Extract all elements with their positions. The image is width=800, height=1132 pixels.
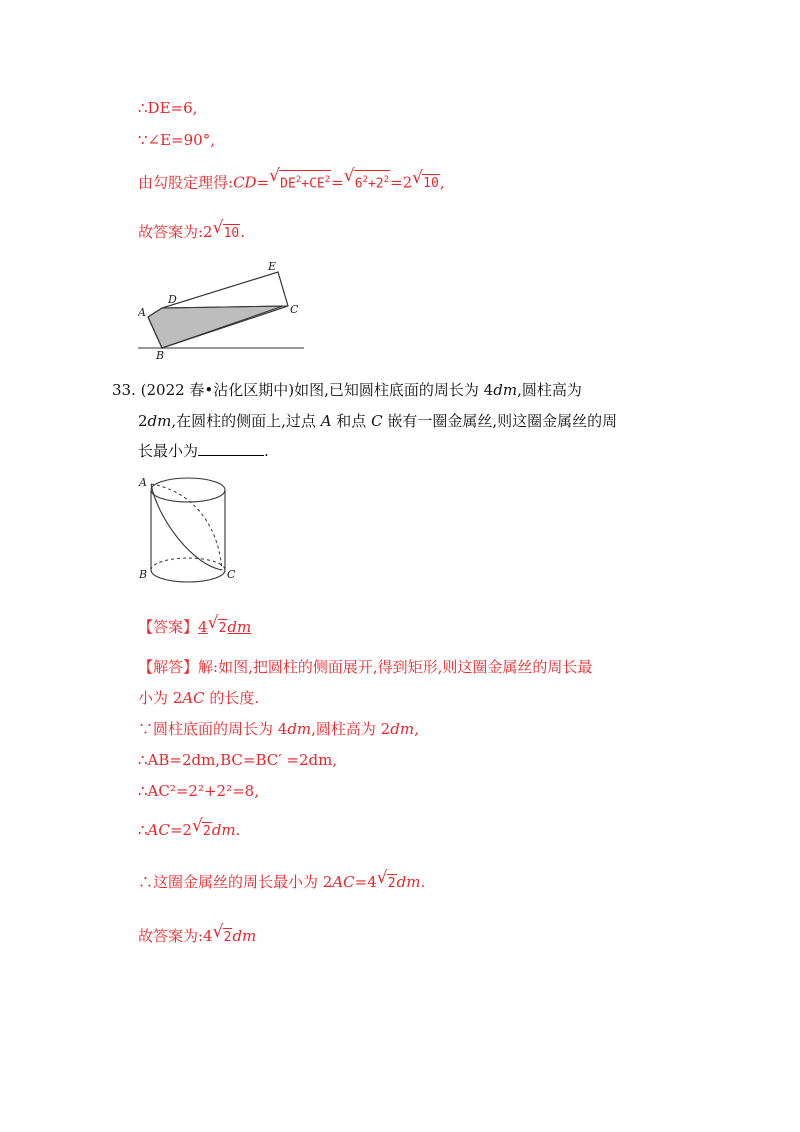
point-a: A <box>320 412 332 430</box>
analysis-line-4: ∴AB=2dm,BC=BC′ =2dm, <box>138 751 338 769</box>
answer-tag: 【答案】 <box>138 618 199 636</box>
period: . <box>240 223 246 241</box>
rad-6: 6 <box>354 176 363 192</box>
sq-exp: 2 <box>383 175 390 185</box>
label-a: A <box>138 306 146 319</box>
question-line-3 <box>138 441 269 461</box>
analysis-tag: 【解答】 <box>138 658 199 676</box>
question-text: 如图,已知圆柱底面的周长为 4 <box>294 381 494 399</box>
question-line-2 <box>138 411 617 431</box>
comma: , <box>439 173 445 192</box>
question-source: (2022 春•沾化区期中) <box>140 381 295 399</box>
radical-10-answer: √ 10 <box>214 222 241 243</box>
analysis-line-7: ∴这圈金属丝的周长最小为 2AC=4√ 2dm. <box>138 872 425 893</box>
bottom-front-arc <box>151 570 225 582</box>
solution-line-pythagoras <box>138 170 445 193</box>
wire-back-dashed <box>151 484 222 570</box>
plus-sign: + <box>301 176 310 192</box>
figure-quadrilateral <box>138 258 308 362</box>
equals-sign: = <box>331 173 344 192</box>
answer-prefix: 故答案为:2 <box>138 223 213 241</box>
radical-2: √ 2 <box>193 820 212 841</box>
solution-line-de: ∴DE=6, <box>138 99 198 117</box>
question-text: 嵌有一圈金属丝,则这圈金属丝的周 <box>382 412 618 430</box>
label-a: A <box>139 476 147 489</box>
question-number: 33. <box>112 381 136 399</box>
answer-line <box>138 617 251 638</box>
radical-2: √ 2 <box>378 872 397 893</box>
answer-unit: dm <box>227 618 252 636</box>
segment-cd: CD <box>233 173 257 192</box>
label-c: C <box>227 568 236 581</box>
wire-front <box>151 484 222 570</box>
equals-two: =2 <box>390 173 413 192</box>
answer-blank <box>198 441 264 456</box>
analysis-line-6: ∴AC=2√ 2dm. <box>138 820 240 841</box>
label-b: B <box>139 568 148 581</box>
rad-2: 2 <box>375 176 384 192</box>
radical-6-2 <box>345 170 390 193</box>
point-c: C <box>371 412 383 430</box>
radical-10: √ 10 <box>413 172 440 193</box>
analysis-text: 解:如图,把圆柱的侧面展开,得到矩形,则这圈金属丝的周长最 <box>198 658 593 676</box>
analysis-line-5: ∴AC²=2²+2²=8, <box>138 782 259 800</box>
label-e: E <box>268 260 277 273</box>
equals-sign: = <box>256 173 270 192</box>
shaded-region <box>148 306 283 348</box>
figure-cylinder <box>138 470 248 586</box>
answer-coef: 4 <box>198 618 208 636</box>
top-ellipse <box>151 478 225 502</box>
analysis-line-3: ∵圆柱底面的周长为 4dm,圆柱高为 2dm, <box>138 720 419 738</box>
question-text: 长最小为 <box>138 442 199 460</box>
solution-line-angle-e: ∵∠E=90°, <box>138 131 215 149</box>
label-d: D <box>168 293 177 306</box>
label-b: B <box>156 349 165 362</box>
analysis-line-1 <box>138 657 592 677</box>
analysis-line-8: 故答案为:4√ 2dm <box>138 926 256 947</box>
period: . <box>264 442 269 460</box>
question-text: 和点 <box>331 412 372 430</box>
sq-exp: 2 <box>295 175 302 185</box>
height-value: 2 <box>138 412 148 430</box>
answer-line-top <box>138 222 245 243</box>
unit-dm: dm <box>147 412 172 430</box>
rad-ce: CE <box>309 176 325 192</box>
radical-2: √ 2 <box>214 926 233 947</box>
unit-dm: dm <box>493 381 518 399</box>
answer-radical: √ 2 <box>209 617 228 638</box>
rad-de: DE <box>280 176 296 192</box>
label-c: C <box>290 303 299 316</box>
analysis-line-2: 小为 2AC 的长度. <box>138 689 260 707</box>
question-line-1 <box>112 380 582 400</box>
sq-exp: 2 <box>324 175 331 185</box>
question-text: ,圆柱高为 <box>517 381 582 399</box>
radical-de-ce <box>270 170 331 193</box>
question-text: ,在圆柱的侧面上,过点 <box>171 412 321 430</box>
pythagoras-prefix: 由勾股定理得: <box>138 173 234 192</box>
sq-exp: 2 <box>362 175 368 185</box>
plus-sign: + <box>367 176 376 192</box>
